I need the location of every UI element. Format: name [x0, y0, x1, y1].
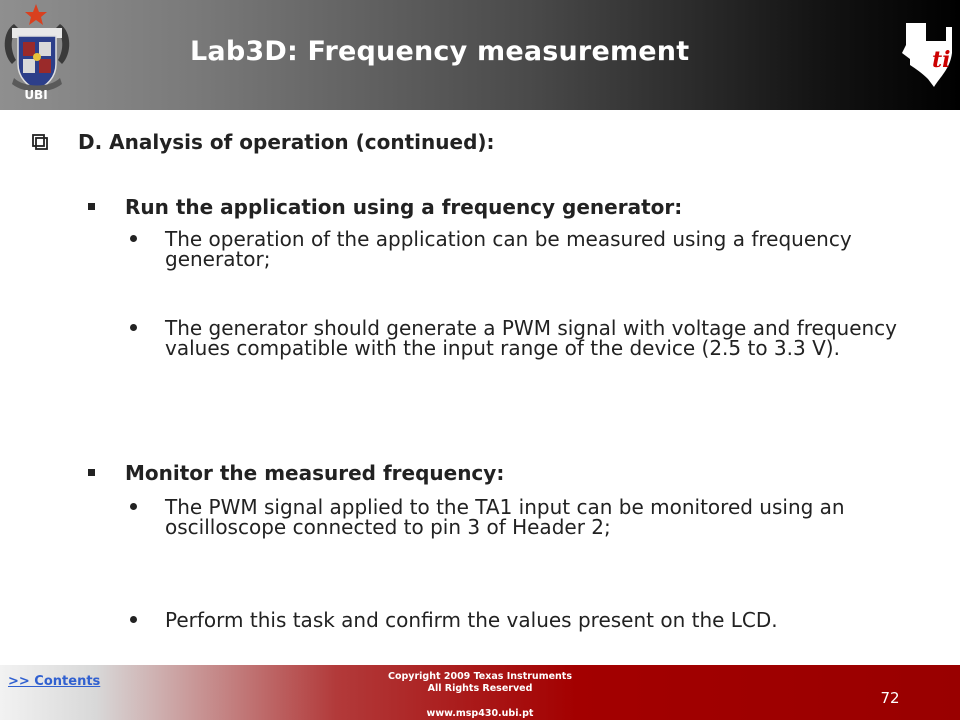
checkbox-icon	[32, 134, 48, 150]
page-number: 72	[880, 689, 900, 707]
bullet-dot-icon	[130, 503, 137, 510]
ti-logo-text: ti	[932, 47, 951, 73]
bullet-text: The generator should generate a PWM signal with voltage and frequency values compatible with the input range of the device (2.5 to 3.3 V).	[165, 316, 898, 360]
copyright-notice	[330, 671, 630, 695]
slide-footer	[0, 665, 960, 720]
subsection-heading-text: Run the application using a frequency generator:	[125, 195, 683, 219]
subsection-heading-text: Monitor the measured frequency:	[125, 461, 505, 485]
copyright-line-1: Copyright 2009 Texas Instruments	[388, 671, 572, 682]
slide-header	[0, 0, 960, 110]
square-bullet-icon	[88, 203, 95, 210]
crest-label: UBI	[24, 88, 48, 102]
ti-logo-icon	[898, 17, 956, 92]
bullet-text: The PWM signal applied to the TA1 input can be monitored using an oscilloscope connected to pin 3 of Header 2;	[165, 495, 845, 539]
slide-content	[0, 110, 960, 665]
bullet-text: Perform this task and confirm the values present on the LCD.	[165, 608, 778, 632]
slide-title: Lab3D: Frequency measurement	[190, 36, 690, 67]
section-heading-text: D. Analysis of operation (continued):	[78, 130, 495, 154]
copyright-line-2: All Rights Reserved	[427, 683, 533, 694]
bullet-dot-icon	[130, 235, 137, 242]
bullet-text: The operation of the application can be measured using a frequency generator;	[165, 227, 852, 271]
bullet-dot-icon	[130, 616, 137, 623]
website-url: www.msp430.ubi.pt	[426, 708, 534, 719]
contents-link[interactable]: >> Contents	[8, 674, 101, 689]
bullet-dot-icon	[130, 324, 137, 331]
square-bullet-icon	[88, 469, 95, 476]
